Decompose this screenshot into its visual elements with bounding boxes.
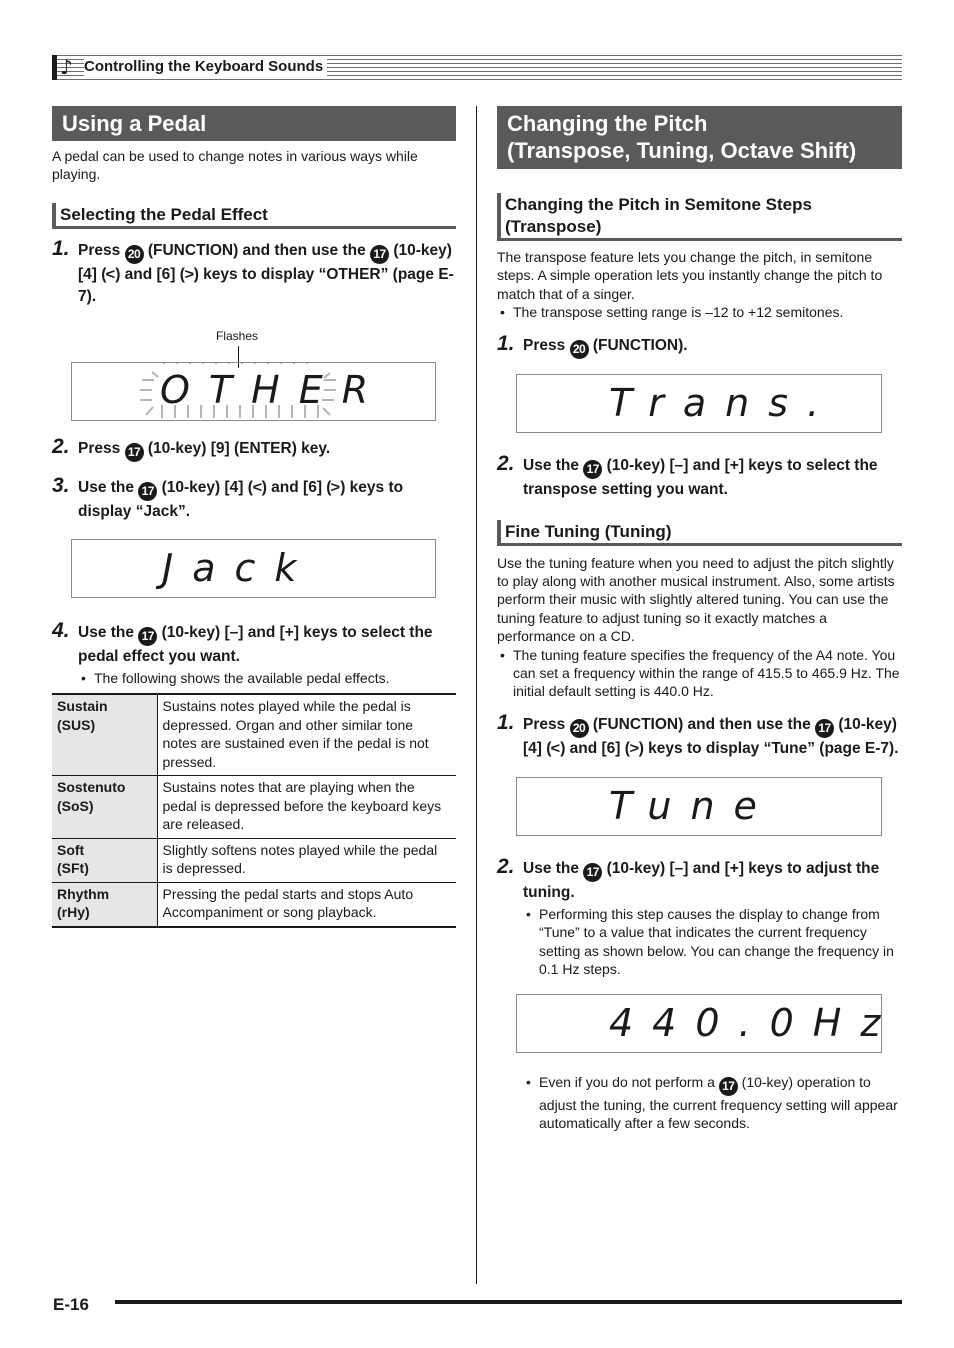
pedal-effects-note: • The following shows the available pedal effects.	[78, 669, 456, 687]
pedal-step-2: 2. Press 17 (10-key) [9] (ENTER) key.	[52, 438, 456, 462]
display-other-figure	[52, 308, 456, 418]
music-note-icon: ♪	[60, 55, 73, 79]
right-column	[497, 106, 902, 1132]
ten-key-button-icon: 17	[719, 1077, 738, 1096]
ten-key-button-icon: 17	[583, 460, 602, 479]
ten-key-button-icon: 17	[815, 719, 834, 738]
pedal-step-4: 4. Use the 17 (10-key) [–] and [+] keys to select the pedal effect you want.	[52, 618, 433, 665]
pedal-intro: A pedal can be used to change notes in various ways while playing.	[52, 148, 418, 183]
transpose-step-1: 1. Press 20 (FUNCTION).	[497, 335, 902, 359]
header-title: Controlling the Keyboard Sounds	[84, 58, 327, 76]
running-header	[52, 55, 902, 80]
auto-frequency-note: • Even if you do not perform a 17 (10-key) operation to adjust the tuning, the current frequency setting will appear automatically after a few seconds.	[523, 1073, 902, 1133]
ten-key-button-icon: 17	[583, 863, 602, 882]
tuning-intro: Use the tuning feature when you need to adjust the pitch slightly to play along with another musical instrument. Also, some artists perform their music with slightly altered tuning. You can use the tuning feature to adjust tuning so it exactly matches a performance on a CD.	[497, 554, 895, 645]
transpose-step-2: 2. Use the 17 (10-key) [–] and [+] keys to select the transpose setting you want.	[497, 451, 878, 498]
pedal-step-1: 1. Press 20 (FUNCTION) and then use the 17 (10-key) [4] (<) and [6] (>) keys to display “OTHER” (page E-7).	[52, 236, 454, 305]
effect-desc-cell: Pressing the pedal starts and stops Auto Accompaniment or song playback.	[157, 882, 456, 927]
effect-name-cell: Sostenuto (SoS)	[52, 776, 157, 839]
effect-desc-cell: Slightly softens notes played while the pedal is depressed.	[157, 838, 456, 882]
pedal-effects-table	[52, 693, 456, 928]
section-heading-pedal: Using a Pedal	[52, 106, 456, 141]
function-button-icon: 20	[570, 340, 589, 359]
table-row	[52, 776, 456, 839]
transpose-intro: The transpose feature lets you change the pitch, in semitone steps. A simple operation lets you instantly change the pitch to match that of a singer.	[497, 249, 883, 302]
effect-name-cell: Sustain (SUS)	[52, 694, 157, 776]
tuning-step-2: 2. Use the 17 (10-key) [–] and [+] keys to adjust the tuning.	[497, 854, 880, 901]
lcd-text-tune: Tune	[609, 783, 776, 828]
flashes-label: Flashes	[216, 328, 259, 343]
table-row	[52, 838, 456, 882]
left-arrow-icon: <	[252, 478, 263, 496]
lcd-display-tune	[516, 777, 882, 836]
right-arrow-icon: >	[331, 478, 341, 496]
ten-key-button-icon: 17	[125, 443, 144, 462]
subheading-fine-tuning: Fine Tuning (Tuning)	[497, 520, 902, 546]
lcd-display-other	[71, 362, 436, 421]
pedal-step-3: 3. Use the 17 (10-key) [4] (<) and [6] (>) keys to display “Jack”.	[52, 473, 404, 520]
subheading-transpose: Changing the Pitch in Semitone Steps (Transpose)	[497, 193, 902, 241]
table-row	[52, 882, 456, 927]
table-row	[52, 694, 456, 776]
ten-key-button-icon: 17	[138, 482, 157, 501]
tuning-step-1: 1. Press 20 (FUNCTION) and then use the 17 (10-key) [4] (<) and [6] (>) keys to display “Tune” (page E-7).	[497, 714, 902, 760]
effect-name-cell: Soft (SFt)	[52, 838, 157, 882]
left-arrow-icon: <	[105, 265, 116, 283]
lcd-text-trans: Trans.	[609, 380, 839, 425]
column-divider	[476, 106, 477, 1284]
lcd-text-jack: Jack	[162, 545, 316, 590]
left-column	[52, 106, 456, 928]
header-bar	[52, 55, 57, 80]
right-arrow-icon: >	[629, 739, 640, 757]
function-button-icon: 20	[125, 245, 144, 264]
effect-name-cell: Rhythm (rHy)	[52, 882, 157, 927]
lcd-text-frequency: 440.0Hz	[609, 1000, 900, 1045]
effect-desc-cell: Sustains notes played while the pedal is depressed. Organ and other similar tone notes are sustained even if the pedal is not pressed.	[157, 694, 456, 776]
function-button-icon: 20	[570, 719, 589, 738]
lcd-display-trans	[516, 374, 882, 433]
ten-key-button-icon: 17	[370, 245, 389, 264]
lcd-display-jack	[71, 539, 436, 598]
subheading-pedal-effect: Selecting the Pedal Effect	[52, 203, 456, 229]
right-arrow-icon: >	[184, 265, 195, 283]
lcd-display-frequency	[516, 994, 900, 1053]
transpose-range-note: • The transpose setting range is –12 to +12 semitones.	[497, 303, 902, 321]
page-number: E-16	[53, 1295, 89, 1314]
section-heading-pitch: Changing the Pitch (Transpose, Tuning, Octave Shift)	[497, 106, 902, 169]
lcd-text-other: OTHER	[160, 367, 388, 412]
ten-key-button-icon: 17	[138, 627, 157, 646]
left-arrow-icon: <	[550, 739, 561, 757]
footer-rule	[115, 1300, 902, 1304]
effect-desc-cell: Sustains notes that are playing when the pedal is depressed before the keyboard keys are released.	[157, 776, 456, 839]
tuning-range-note: • The tuning feature specifies the frequency of the A4 note. You can set a frequency within the range of 415.5 to 465.9 Hz. The initial default setting is 440.0 Hz.	[497, 646, 902, 701]
tuning-display-note: • Performing this step causes the display to change from “Tune” to a value that indicates the current frequency setting as shown below. You can change the frequency in 0.1 Hz steps.	[523, 905, 902, 979]
